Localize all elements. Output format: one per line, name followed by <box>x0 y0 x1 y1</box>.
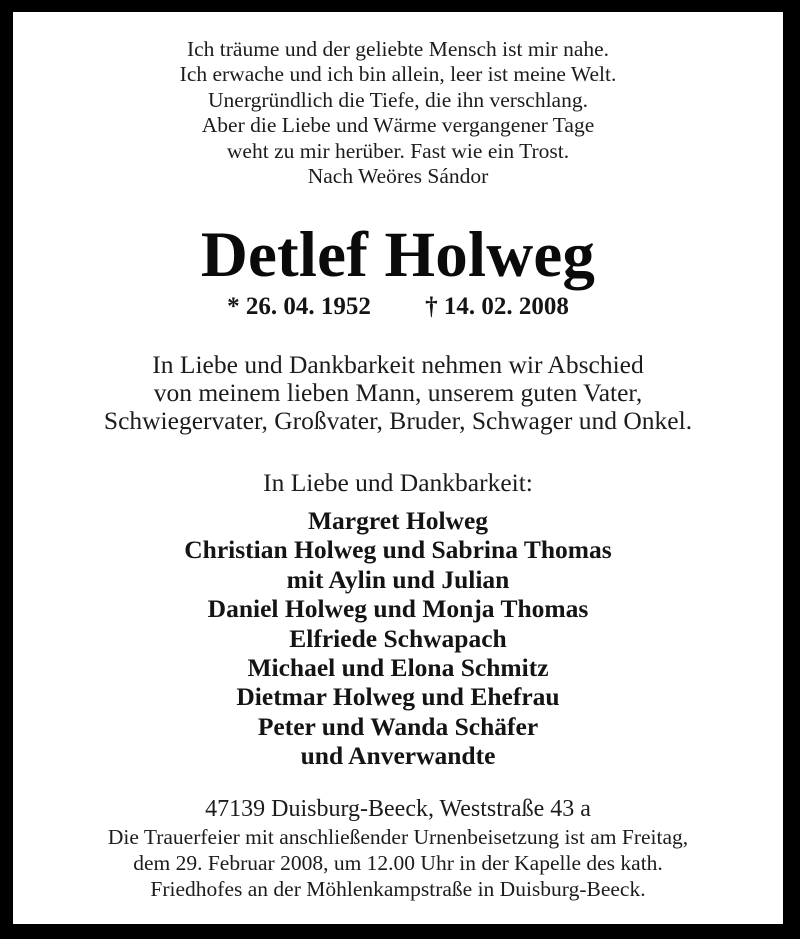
farewell-paragraph <box>13 351 783 435</box>
funeral-details <box>13 824 783 902</box>
mourner-name: mit Aylin und Julian <box>286 564 510 594</box>
farewell-line: In Liebe und Dankbarkeit nehmen wir Abschied <box>152 350 644 379</box>
poem-line: Ich erwache und ich bin allein, leer ist meine Welt. <box>179 62 617 87</box>
family-address: 47139 Duisburg-Beeck, Weststraße 43 a <box>205 796 591 822</box>
life-dates <box>13 293 783 321</box>
mourner-name: Dietmar Holweg und Ehefrau <box>236 682 560 712</box>
mourner-name: Daniel Holweg und Monja Thomas <box>207 594 589 624</box>
birth-date: * 26. 04. 1952 <box>227 293 371 320</box>
mourner-name: Margret Holweg <box>307 506 489 535</box>
poem-attribution: Nach Weöres Sándor <box>307 164 489 189</box>
mourner-name: und Anverwandte <box>300 741 496 771</box>
mourners-list <box>13 506 783 771</box>
deceased-name: Detlef Holweg <box>200 219 596 291</box>
funeral-line: dem 29. Februar 2008, um 12.00 Uhr in der Kapelle des kath. <box>133 851 663 875</box>
poem-line: Aber die Liebe und Wärme vergangener Tage <box>201 113 595 138</box>
obituary-notice <box>13 12 783 924</box>
farewell-line: von meinem lieben Mann, unserem guten Vater, <box>153 378 643 407</box>
mourner-name: Elfriede Schwapach <box>289 623 507 653</box>
memorial-poem <box>13 37 783 189</box>
poem-line: Unergründlich die Tiefe, die ihn verschlang. <box>208 87 588 112</box>
mourner-name: Michael und Elona Schmitz <box>247 653 549 683</box>
mourner-name: Peter und Wanda Schäfer <box>257 711 539 741</box>
farewell-line: Schwiegervater, Großvater, Bruder, Schwager und Onkel. <box>103 406 693 435</box>
funeral-line: Friedhofes an der Möhlenkampstraße in Duisburg-Beeck. <box>150 877 646 901</box>
death-date: † 14. 02. 2008 <box>425 293 569 320</box>
mourner-name: Christian Holweg und Sabrina Thomas <box>184 535 612 565</box>
mourners-intro: In Liebe und Dankbarkeit: <box>263 468 533 497</box>
poem-line: Ich träume und der geliebte Mensch ist mir nahe. <box>186 37 610 61</box>
poem-line: weht zu mir herüber. Fast wie ein Trost. <box>226 138 570 163</box>
funeral-line: Die Trauerfeier mit anschließender Urnenbeisetzung ist am Freitag, <box>107 825 689 849</box>
